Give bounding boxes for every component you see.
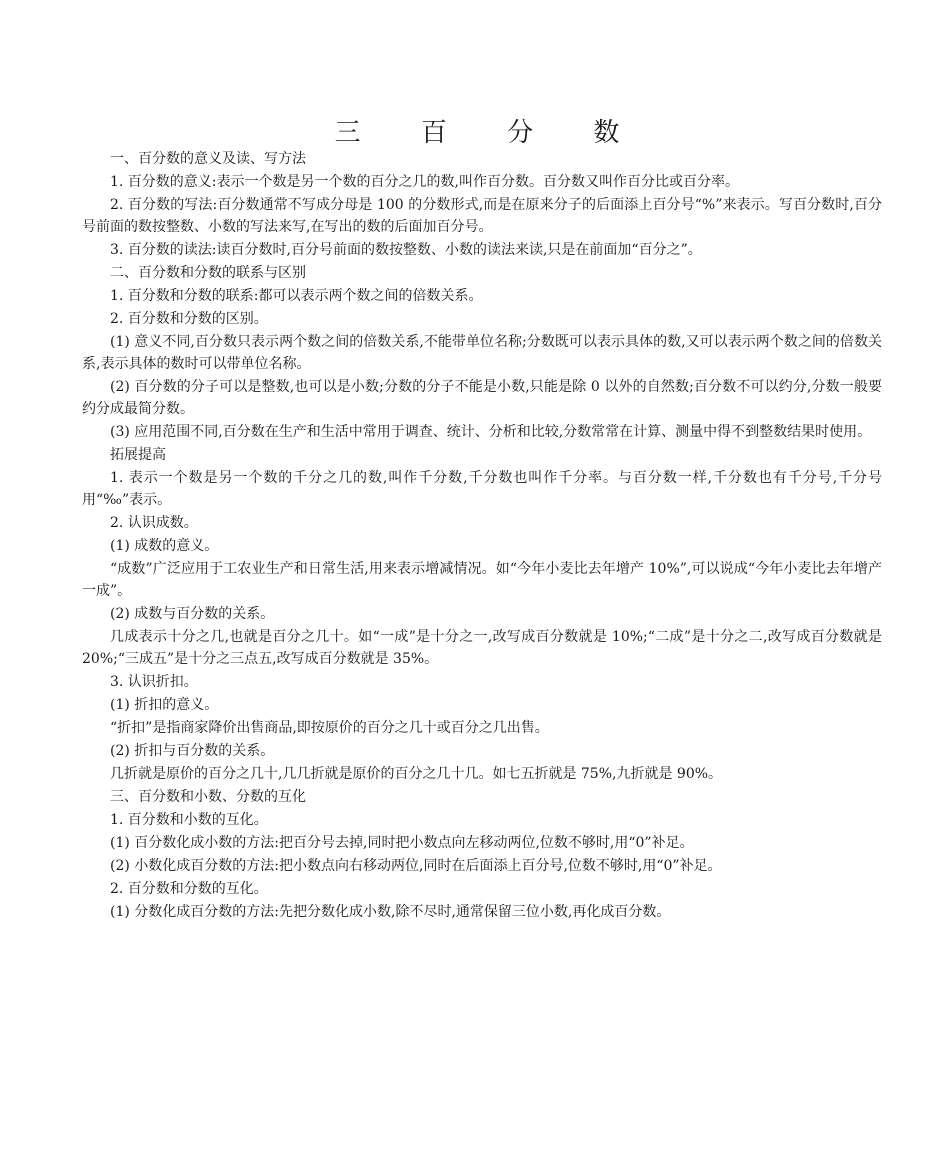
paragraph: (1) 分数化成百分数的方法:先把分数化成小数,除不尽时,通常保留三位小数,再化成百分数。 xyxy=(110,904,671,920)
paragraph: “成数”广泛应用于工农业生产和日常生活,用来表示增减情况。如“今年小麦比去年增产 10%”,可以说成“今年小麦比去年增产一成”。 xyxy=(82,561,882,599)
paragraph: (3) 应用范围不同,百分数在生产和生活中常用于调查、统计、分析和比较,分数常常在计算、测量中得不到整数结果时使用。 xyxy=(110,424,872,440)
paragraph: 2. 认识成数。 xyxy=(110,515,198,531)
paragraph: 1. 百分数和小数的互化。 xyxy=(110,812,268,828)
paragraph: 3. 百分数的读法:读百分数时,百分号前面的数按整数、小数的读法来读,只是在前面加“百分之”。 xyxy=(110,242,702,258)
page-title: 三 百 分 数 xyxy=(334,118,646,148)
paragraph: (1) 折扣的意义。 xyxy=(110,697,219,713)
document-body xyxy=(82,148,882,924)
paragraph: 3. 认识折扣。 xyxy=(110,674,198,690)
paragraph: 2. 百分数的写法:百分数通常不写成分母是 100 的分数形式,而是在原来分子的后面添上百分号“%”来表示。写百分数时,百分号前面的数按整数、小数的写法来写,在写出的数的后面加百分号。 xyxy=(82,197,882,235)
paragraph: (2) 折扣与百分数的关系。 xyxy=(110,743,275,759)
paragraph: 几折就是原价的百分之几十,几几折就是原价的百分之几十几。如七五折就是 75%,九折就是 90%。 xyxy=(110,766,723,782)
paragraph: 1. 百分数和分数的联系:都可以表示两个数之间的倍数关系。 xyxy=(110,288,483,304)
paragraph: (1) 百分数化成小数的方法:把百分号去掉,同时把小数点向左移动两位,位数不够时,用“0”补足。 xyxy=(110,835,694,851)
section-heading: 三、百分数和小数、分数的互化 xyxy=(110,789,306,805)
paragraph: 2. 百分数和分数的互化。 xyxy=(110,881,268,897)
paragraph: 2. 百分数和分数的区别。 xyxy=(110,311,268,327)
paragraph: (2) 小数化成百分数的方法:把小数点向右移动两位,同时在后面添上百分号,位数不够时,用“0”补足。 xyxy=(110,858,722,874)
section-heading: 一、百分数的意义及读、写方法 xyxy=(110,151,306,167)
paragraph: 几成表示十分之几,也就是百分之几十。如“一成”是十分之一,改写成百分数就是 10%;“二成”是十分之二,改写成百分数就是 20%;“三成五”是十分之三点五,改写成百分数就是 35%。 xyxy=(82,629,882,667)
paragraph: (1) 意义不同,百分数只表示两个数之间的倍数关系,不能带单位名称;分数既可以表示具体的数,又可以表示两个数之间的倍数关系,表示具体的数时可以带单位名称。 xyxy=(82,334,882,372)
paragraph: (1) 成数的意义。 xyxy=(110,538,219,554)
paragraph: (2) 百分数的分子可以是整数,也可以是小数;分数的分子不能是小数,只能是除 0 以外的自然数;百分数不可以约分,分数一般要约分成最简分数。 xyxy=(82,379,882,417)
section-heading: 拓展提高 xyxy=(110,447,166,463)
paragraph: 1. 表示一个数是另一个数的千分之几的数,叫作千分数,千分数也叫作千分率。与百分数一样,千分数也有千分号,千分号用“‰”表示。 xyxy=(82,470,882,508)
paragraph: “折扣”是指商家降价出售商品,即按原价的百分之几十或百分之几出售。 xyxy=(110,720,549,736)
section-heading: 二、百分数和分数的联系与区别 xyxy=(110,265,306,281)
paragraph: 1. 百分数的意义:表示一个数是另一个数的百分之几的数,叫作百分数。百分数又叫作百分比或百分率。 xyxy=(110,174,739,190)
paragraph: (2) 成数与百分数的关系。 xyxy=(110,606,275,622)
